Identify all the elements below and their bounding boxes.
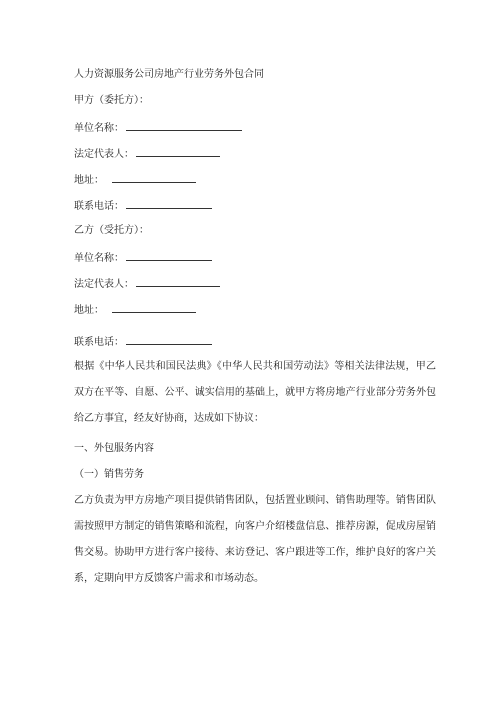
section-title: 一、外包服务内容 <box>74 443 154 454</box>
party-a-address-blank <box>112 172 196 183</box>
subsection-title: （一）销售劳务 <box>74 469 144 480</box>
subsection-body-paragraph: 乙方负责为甲方房地产项目提供销售团队，包括置业顾问、销售助理等。销售团队需按照甲方制定的销售策略和流程，向客户介绍楼盘信息、推荐房源，促成房屋销售交易。协助甲方进行客户接待、来访登记、客户跟进等工作，维护良好的客户关系，定期向甲方反馈客户需求和市场动态。 <box>74 495 436 584</box>
party-a-unit-label: 单位名称： <box>74 123 124 134</box>
party-a-phone-blank <box>126 198 212 209</box>
party-a-rep-label: 法定代表人： <box>74 149 134 160</box>
party-b-heading: 乙方（受托方）： <box>74 225 149 236</box>
party-a-phone-label: 联系电话： <box>74 201 124 212</box>
document-title: 人力资源服务公司房地产行业劳务外包合同 <box>74 69 264 80</box>
party-b-rep-field <box>74 276 220 292</box>
party-b-phone-blank <box>126 334 212 345</box>
party-a-unit-blank <box>126 120 242 131</box>
party-a-phone-field <box>74 198 212 214</box>
party-a-rep-field <box>74 146 220 162</box>
party-a-unit-field <box>74 120 242 136</box>
party-b-address-label: 地址： <box>74 305 104 316</box>
party-a-rep-blank <box>136 146 220 157</box>
party-b-address-field <box>74 302 196 318</box>
party-a-heading: 甲方（委托方）： <box>74 95 149 106</box>
party-b-phone-field <box>74 334 212 350</box>
party-a-address-field <box>74 172 196 188</box>
party-b-rep-label: 法定代表人： <box>74 279 134 290</box>
party-b-unit-field <box>74 250 212 266</box>
party-b-unit-blank <box>126 250 212 261</box>
party-a-address-label: 地址： <box>74 175 104 186</box>
party-b-phone-label: 联系电话： <box>74 337 124 348</box>
party-b-rep-blank <box>136 276 220 287</box>
party-b-unit-label: 单位名称： <box>74 253 124 264</box>
party-b-address-blank <box>112 302 196 313</box>
preamble-paragraph: 根据《中华人民共和国民法典》《中华人民共和国劳动法》等相关法律法规，甲乙双方在平等、自愿、公平、诚实信用的基础上，就甲方将房地产行业部分劳务外包给乙方事宜，经友好协商，达成如下协议： <box>74 361 436 424</box>
